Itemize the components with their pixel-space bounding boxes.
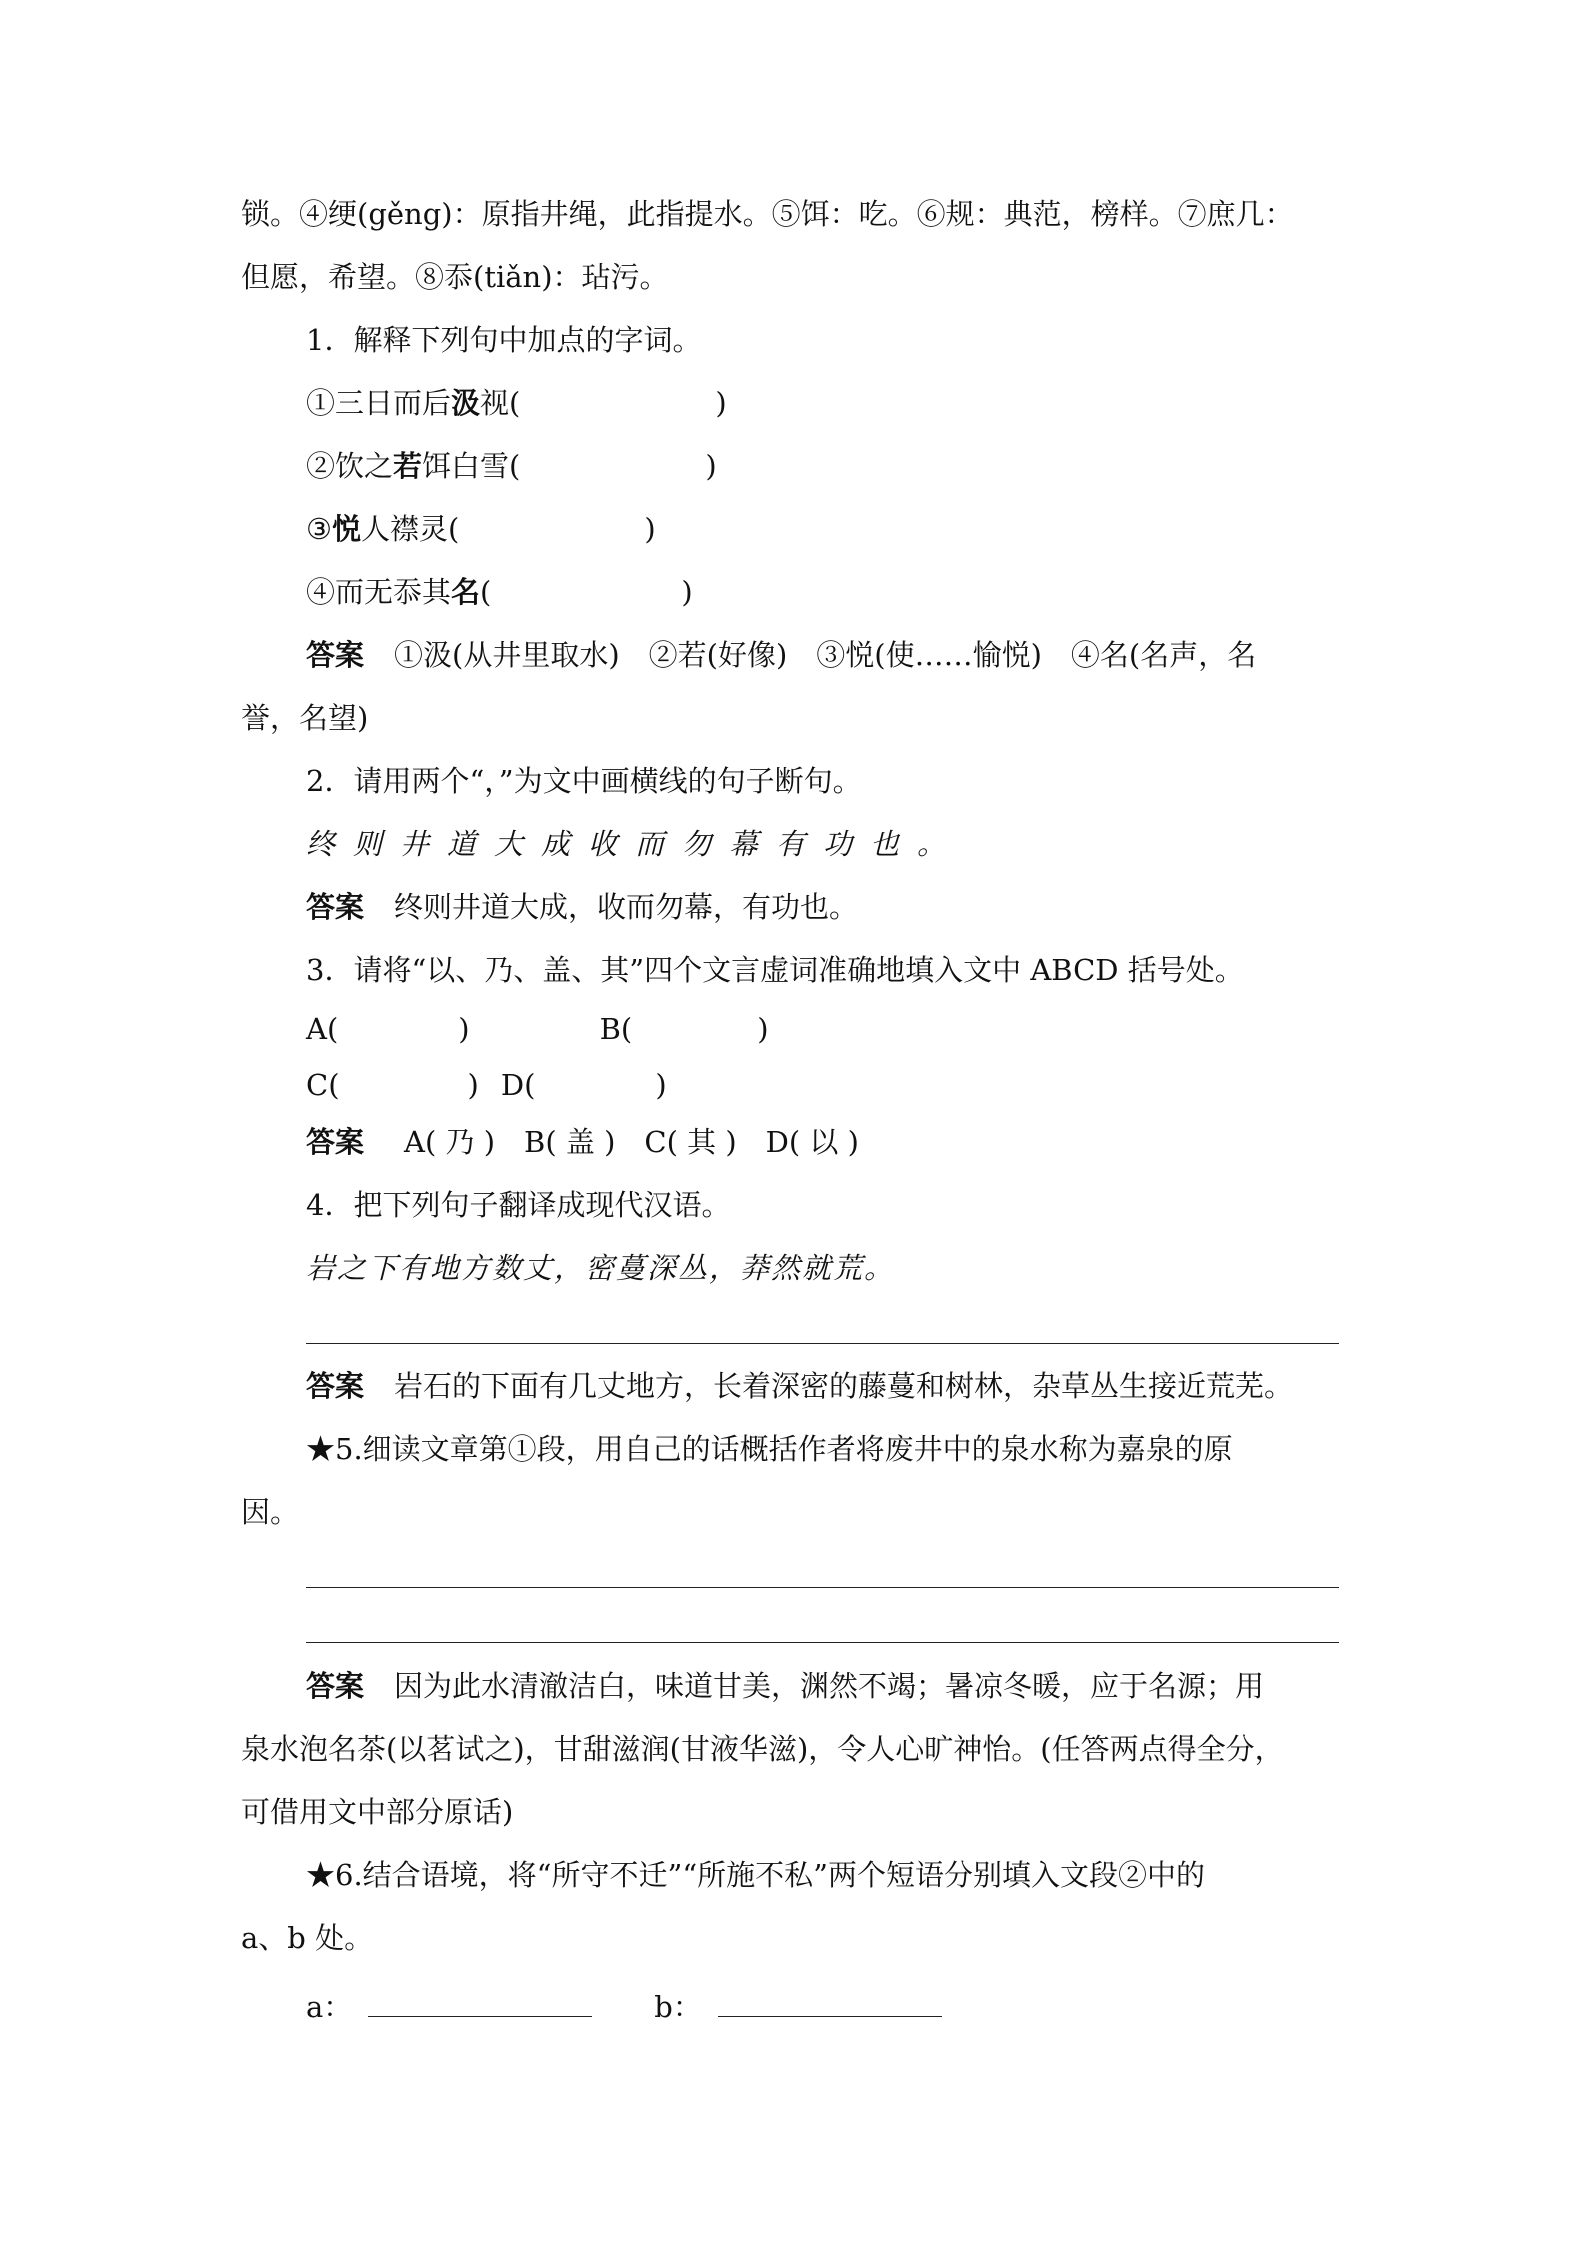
question-5-stem: ★5.细读文章第①段，用自己的话概括作者将废井中的泉水称为嘉泉的原	[306, 1432, 1233, 1466]
question-6-stem: ★6.结合语境，将“所守不迁”“所施不私”两个短语分别填入文段②中的	[306, 1858, 1205, 1892]
answer-text: 因为此水清澈洁白，味道甘美，渊然不竭；暑凉冬暖，应于名源；用	[394, 1669, 1265, 1703]
item-prefix: ②饮之	[306, 449, 394, 483]
annotation-line-1: 锁。④绠(gěng)：原指井绳，此指提水。⑤饵：吃。⑥规：典范，榜样。⑦庶几：	[241, 197, 1294, 231]
answer-label: 答案	[306, 638, 365, 672]
question-1-item-1	[306, 386, 727, 420]
question-5-answer-cont: 泉水泡名茶(以茗试之)，甘甜滋润(甘液华滋)，令人心旷神怡。(任答两点得全分，	[241, 1732, 1284, 1766]
question-5-answer-cont: 可借用文中部分原话)	[241, 1795, 514, 1829]
dotted-word: 若	[393, 449, 423, 483]
answer-underline[interactable]	[306, 1587, 1339, 1588]
question-1-item-2	[306, 449, 717, 483]
question-1-item-4	[306, 575, 693, 609]
item-suffix: 人襟灵(	[361, 512, 460, 546]
annotation-line-2: 但愿，希望。⑧忝(tiǎn)：玷污。	[241, 260, 669, 294]
answer-label: 答案	[306, 890, 365, 924]
question-4-sentence: 岩之下有地方数丈，密蔓深丛，莽然就荒。	[306, 1251, 896, 1285]
item-suffix: (	[480, 575, 492, 609]
question-3-blanks-cd: C( ) D( )	[306, 1068, 667, 1102]
item-prefix: ③	[306, 512, 332, 546]
answer-label: 答案	[306, 1369, 365, 1403]
item-suffix: 饵白雪(	[422, 449, 521, 483]
answer-text: 终则井道大成，收而勿幕，有功也。	[394, 890, 859, 924]
close-paren: )	[715, 386, 727, 420]
blank-b-label: B(	[599, 1012, 633, 1046]
answer-label: 答案	[306, 1125, 365, 1159]
blank-a-label: a：	[306, 1990, 353, 2024]
blank-d-label: D(	[500, 1068, 536, 1102]
question-5-stem-cont: 因。	[241, 1495, 300, 1529]
blank-a-label: A(	[306, 1012, 339, 1046]
question-4-answer	[306, 1369, 1294, 1403]
item-suffix: 视(	[480, 386, 521, 420]
item-prefix: ④而无忝其	[306, 575, 452, 609]
close-paren: )	[681, 575, 693, 609]
question-1-stem: 1．解释下列句中加点的字词。	[306, 323, 702, 357]
dotted-word: 汲	[451, 386, 481, 420]
question-1-answer	[306, 638, 1257, 672]
question-1-item-3	[306, 512, 656, 546]
blank-a-input[interactable]	[368, 1990, 592, 2017]
answer-underline[interactable]	[306, 1642, 1339, 1643]
answer-text: ①汲(从井里取水) ②若(好像) ③悦(使……愉悦) ④名(名声，名	[394, 638, 1257, 672]
dotted-word: 悦	[332, 512, 362, 546]
question-5-answer	[306, 1669, 1265, 1703]
question-1-answer-cont: 誉，名望)	[241, 701, 369, 735]
question-4-stem: 4．把下列句子翻译成现代汉语。	[306, 1188, 731, 1222]
question-3-blanks-ab: A( ) B( )	[306, 1012, 769, 1046]
blank-b-label: b：	[654, 1990, 702, 2024]
answer-text: 岩石的下面有几丈地方，长着深密的藤蔓和树林，杂草丛生接近荒芜。	[394, 1369, 1294, 1403]
question-2-stem: 2．请用两个“，”为文中画横线的句子断句。	[306, 764, 862, 798]
question-3-stem: 3．请将“以、乃、盖、其”四个文言虚词准确地填入文中 ABCD 括号处。	[306, 953, 1244, 987]
answer-label: 答案	[306, 1669, 365, 1703]
question-2-answer	[306, 890, 859, 924]
close-paren: )	[705, 449, 717, 483]
answer-text: A( 乃 ) B( 盖 ) C( 其 ) D( 以 )	[404, 1125, 859, 1159]
blank-b-input[interactable]	[718, 1990, 942, 2017]
close-paren: )	[644, 512, 656, 546]
dotted-word: 名	[451, 575, 481, 609]
question-2-sentence: 终则井道大成收而勿幕有功也。	[306, 827, 965, 861]
item-prefix: ①三日而后	[306, 386, 452, 420]
question-3-answer	[306, 1125, 859, 1159]
question-6-stem-cont: a、b 处。	[241, 1921, 374, 1955]
blank-c-label: C(	[306, 1068, 340, 1102]
answer-underline[interactable]	[306, 1343, 1339, 1344]
question-6-blanks	[306, 1990, 942, 2022]
